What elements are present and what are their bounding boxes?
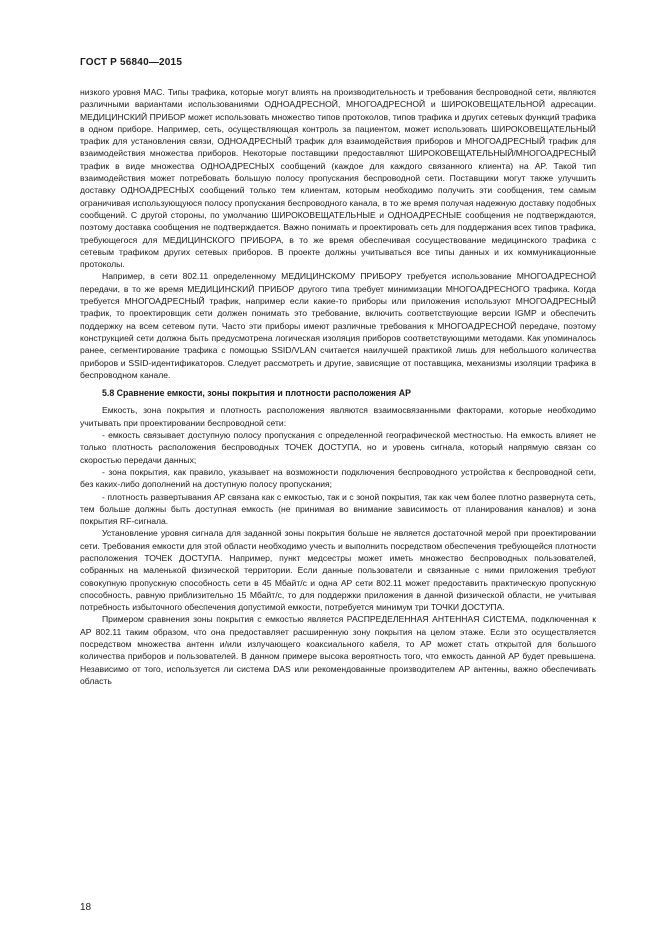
page-number: 18 bbox=[80, 902, 92, 913]
section-title: 5.8 Сравнение емкости, зоны покрытия и плотности расположения AP bbox=[102, 388, 411, 399]
list-item: - плотность развертывания AP связана как с емкостью, так и с зоной покрытия, так как чем более плотно развернута сеть, тем больше должны быть доступная емкость (не принимая во внимание зависимость от планирования каналов) и зона покрытия RF-сигнала. bbox=[80, 491, 596, 527]
list-item: - зона покрытия, как правило, указывает на возможности подключения беспроводного устройства к беспроводной сети, без каких-либо дополнений на доступную полосу пропускания; bbox=[80, 466, 596, 490]
document-body bbox=[80, 86, 596, 687]
paragraph: низкого уровня MAC. Типы трафика, которые могут влиять на производительность и требования беспроводной сети, являются различными вариантами использованиями ОДНОАДРЕСНОЙ, МНОГОАДРЕСНОЙ и ШИРОКОВЕЩАТЕЛЬНОЙ адресации. МЕДИЦИНСКИЙ ПРИБОР может использовать множество типов протоколов, типов трафика и других сетевых функций трафика в одном приборе. Например, сеть, осуществляющая контроль за пациентом, может использовать ШИРОКОВЕЩАТЕЛЬНЫЙ трафик для установления связи, ОДНОАДРЕСНЫЙ трафик для взаимодействия приборов и МНОГОАДРЕСНЫЙ трафик для взаимодействия множества приборов. Некоторые поставщики предоставляют ШИРОКОВЕЩАТЕЛЬНЫЙ/МНОГОАДРЕСНЫЙ трафик в виде множества ОДНОАДРЕСНЫХ сообщений (каждое для каждого связанного клиента) на AP. Такой тип взаимодействия может потребовать большую полосу пропускания беспроводной сети. Поставщики могут также улучшить доставку ОДНОАДРЕСНЫХ сообщений только тем клиентам, которым необходимо получить эти сообщения, тем самым ограничивая использующуюся полосу пропускания беспроводного канала, в то же время получая надежную доставку подобных сообщений. С другой стороны, по умолчанию ШИРОКОВЕЩАТЕЛЬНЫЕ и ОДНОАДРЕСНЫЕ сообщения не подтверждаются, поэтому доставка сообщения не подтверждается. Важно понимать и проектировать сеть для поддержания всех типов трафика, требующегося для МЕДИЦИНСКОГО ПРИБОРА, в то же время обеспечивая сосуществование медицинского трафика с сетевым трафиком других сетевых приборов. В проекте должны учитываться все типы данных и их коммуникационные протоколы. bbox=[80, 87, 596, 270]
paragraph: Емкость, зона покрытия и плотность расположения являются взаимосвязанными факторами, которые необходимо учитывать при проектировании беспроводной сети: bbox=[80, 405, 596, 428]
list-item: - емкость связывает доступную полосу пропускания с определенной географической местностью. На емкость влияет не только плотность расположения беспроводных ТОЧЕК ДОСТУПА, но и уровень сигнала, который напрямую связан со скоростью передачи данных; bbox=[80, 430, 596, 465]
paragraph: Примером сравнения зоны покрытия с емкостью является РАСПРЕДЕЛЕННАЯ АНТЕННАЯ СИСТЕМА, подключенная к AP 802.11 таким образом, что она предоставляет расширенную зону покрытия на целом этаже. Если это осуществляется посредством множества антенн и/или излучающего коаксиального кабеля, то AP может стать открытой для большого количества приборов и пользователей. В данном примере высока вероятность того, что емкость данной AP будет превышена. Независимо от того, используется ли система DAS или рекомендованные производителем AP антенны, важно обеспечивать область bbox=[80, 614, 596, 686]
paragraph: Установление уровня сигнала для заданной зоны покрытия больше не является достаточной мерой при проектировании сети. Требования емкости для этой области необходимо учесть и выполнить посредством обеспечения требующейся плотности расположения ТОЧЕК ДОСТУПА. Например, пункт медсестры может иметь множество беспроводных пользователей, собранных на маленькой физической территории. Если данные пользователи и связанные с ними приложения требуют совокупную пропускную способность сети в 45 Мбайт/с и одна AP сети 802.11 может предоставить практическую пропускную способность, равную приблизительно 15 Мбайт/с, то для поддержки приложения в данной физической области, не учитывая потребность избыточного обеспечения допустимой емкости, потребуется минимум три ТОЧКИ ДОСТУПА. bbox=[80, 528, 596, 613]
paragraph: Например, в сети 802.11 определенному МЕДИЦИНСКОМУ ПРИБОРУ требуется использование МНОГОАДРЕСНОЙ передачи, в то же время МЕДИЦИНСКИЙ ПРИБОР другого типа требует минимизации МНОГОАДРЕСНОГО трафика. Когда требуется МНОГОАДРЕСНЫЙ трафик, например если какие-то приборы или приложения используют МНОГОАДРЕСНЫЙ трафик, то проектировщик сети должен понимать это требование, включить соответствующие версии IGMP и обеспечить поддержку на всем сетевом пути. Часто эти приборы имеют различные требования к МНОГОАДРЕСНОЙ передаче, поэтому конструкцией сети должна быть предусмотрена логическая изоляция приборов соответствующими методами. Как упоминалось ранее, сегментирование трафика с помощью SSID/VLAN считается наилучшей практикой лишь для небольшого количества приборов и SSID-идентификаторов. Следует рассмотреть и другие, зависящие от поставщика, механизмы изоляции трафика в беспроводном канале. bbox=[80, 271, 596, 380]
page-header: ГОСТ Р 56840—2015 bbox=[80, 57, 183, 68]
